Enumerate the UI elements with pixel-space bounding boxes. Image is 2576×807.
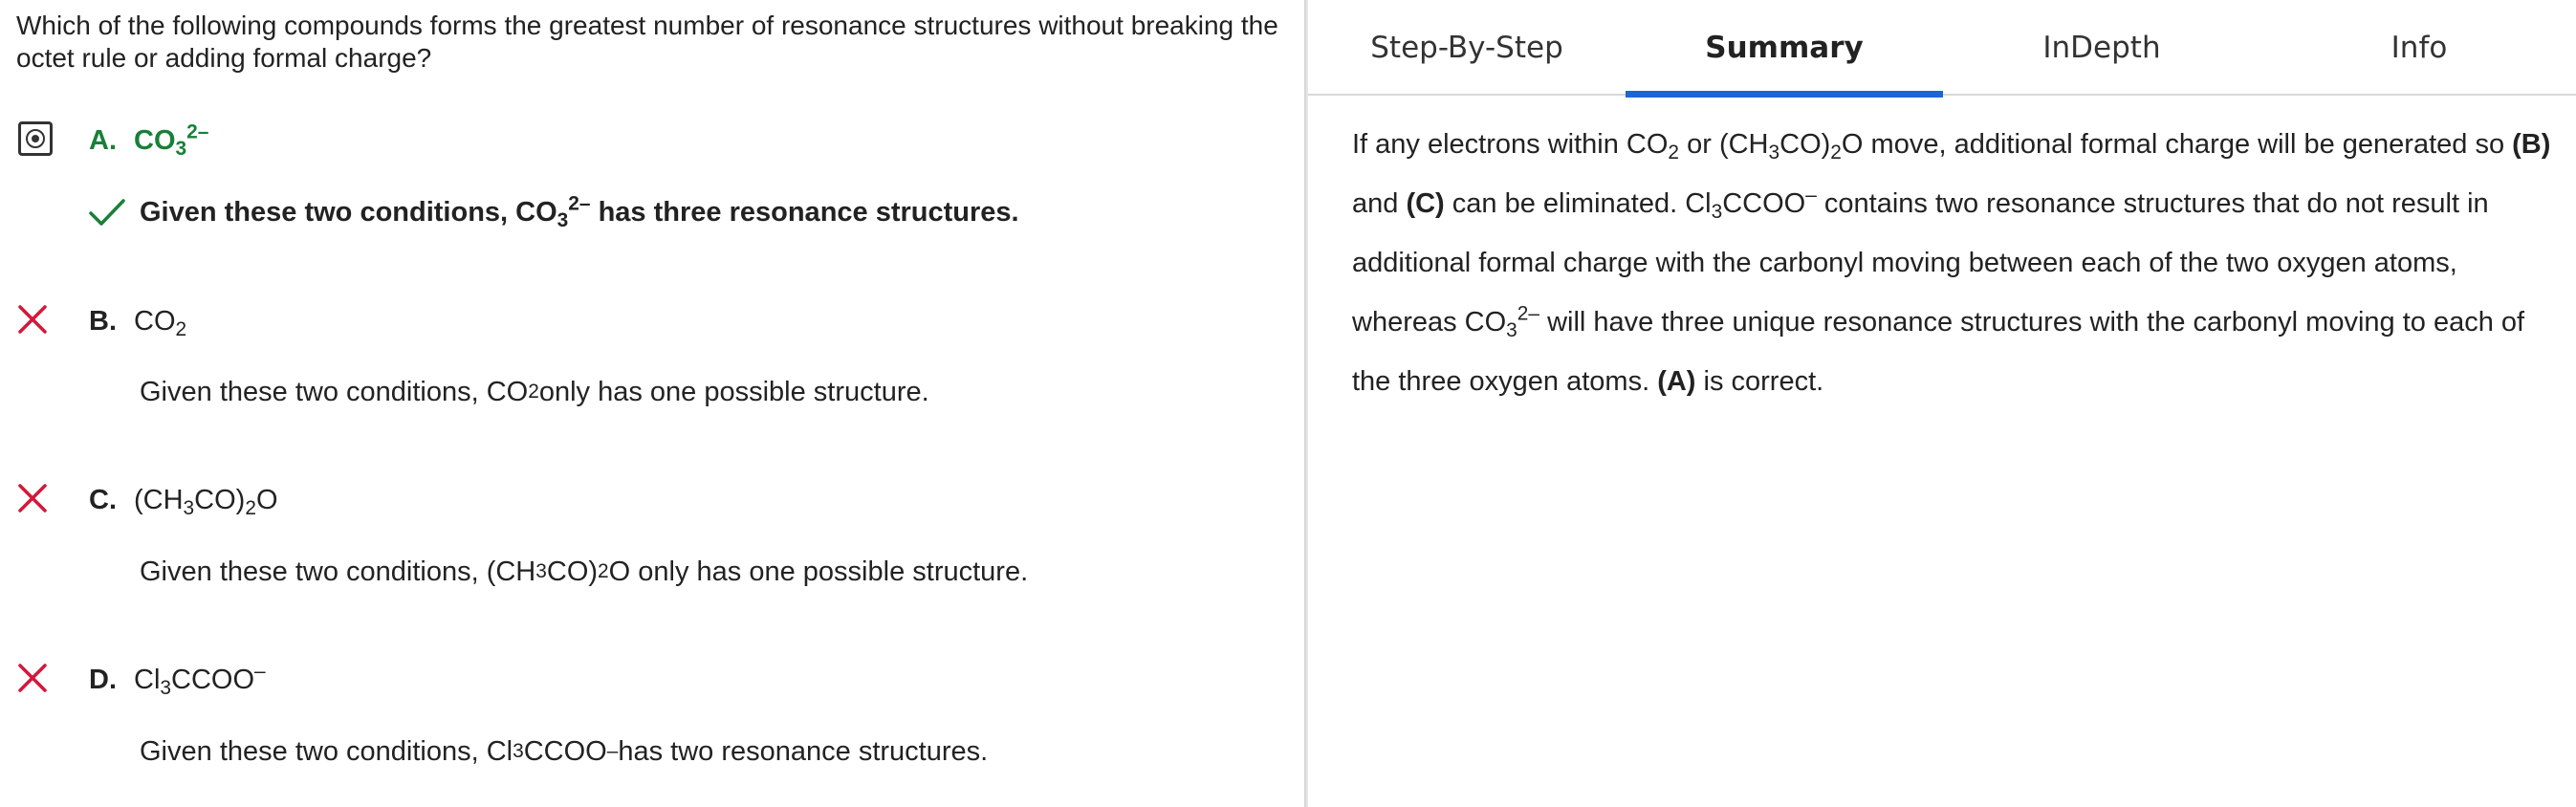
x-icon [16, 303, 49, 336]
option-c-formula: $(CH_3CO)_2O$ [134, 484, 278, 519]
option-d-formula: $Cl_3CCOO^-$ [134, 660, 266, 699]
radio-selected-icon[interactable] [16, 119, 55, 163]
x-icon [16, 662, 49, 694]
option-c-explanation: Given these two conditions, (CH 3 CO) 2 O only has one possible structure. [140, 556, 1029, 587]
question-text: Which of the following compounds forms the greatest number of resonance structures without breaking the octet rule or adding formal charge? [16, 11, 1278, 73]
option-c[interactable] [16, 478, 278, 522]
tab-bar [1308, 0, 2576, 96]
tab-summary-label: Summary [1705, 31, 1864, 65]
option-d-letter: D. [89, 664, 117, 695]
option-b-formula: $CO_2$ [134, 305, 187, 340]
option-a-letter: A. [89, 124, 117, 156]
option-b-letter: B. [89, 305, 117, 337]
tab-indepth-label: InDepth [2042, 31, 2161, 65]
option-d-explanation: Given these two conditions, Cl 3 CCOO – has two resonance structures. [140, 735, 989, 767]
option-b-explanation: Given these two conditions, CO 2 only has one possible structure. [140, 376, 929, 407]
checkmark-icon [88, 196, 126, 229]
option-a-explanation-text: Given these two conditions, $CO_3^{2-}$ has three resonance structures. [140, 192, 1019, 231]
option-b[interactable] [16, 299, 186, 343]
tab-summary[interactable] [1626, 0, 1943, 96]
option-a[interactable] [16, 119, 208, 163]
option-a-explanation [140, 193, 1019, 231]
tab-step-by-step[interactable] [1308, 0, 1626, 96]
option-c-letter: C. [89, 484, 117, 515]
summary-text: If any electrons within $CO_2$ or $(CH_3CO)_2O$ move, additional formal charge will be generated so (B) and (C) can be eliminated. $Cl_3CCOO^-$ contains two resonance structures that do not result in additional formal charge with the carbonyl moving between each of the two oxygen atoms, whereas $CO_3^{2-}$ will have three unique resonance structures with the carbonyl moving to each of the three oxygen atoms. (A) is correct. [1352, 129, 2551, 397]
tab-indepth[interactable] [1943, 0, 2260, 96]
option-d[interactable] [16, 658, 266, 702]
tab-info-label: Info [2390, 31, 2448, 65]
option-a-formula: $CO_3^{2-}$ [134, 120, 209, 160]
explanation-panel [1308, 0, 2576, 807]
active-tab-indicator [1626, 91, 1943, 98]
tab-info[interactable] [2260, 0, 2576, 96]
x-icon [16, 482, 49, 514]
tab-step-by-step-label: Step-By-Step [1370, 31, 1563, 65]
